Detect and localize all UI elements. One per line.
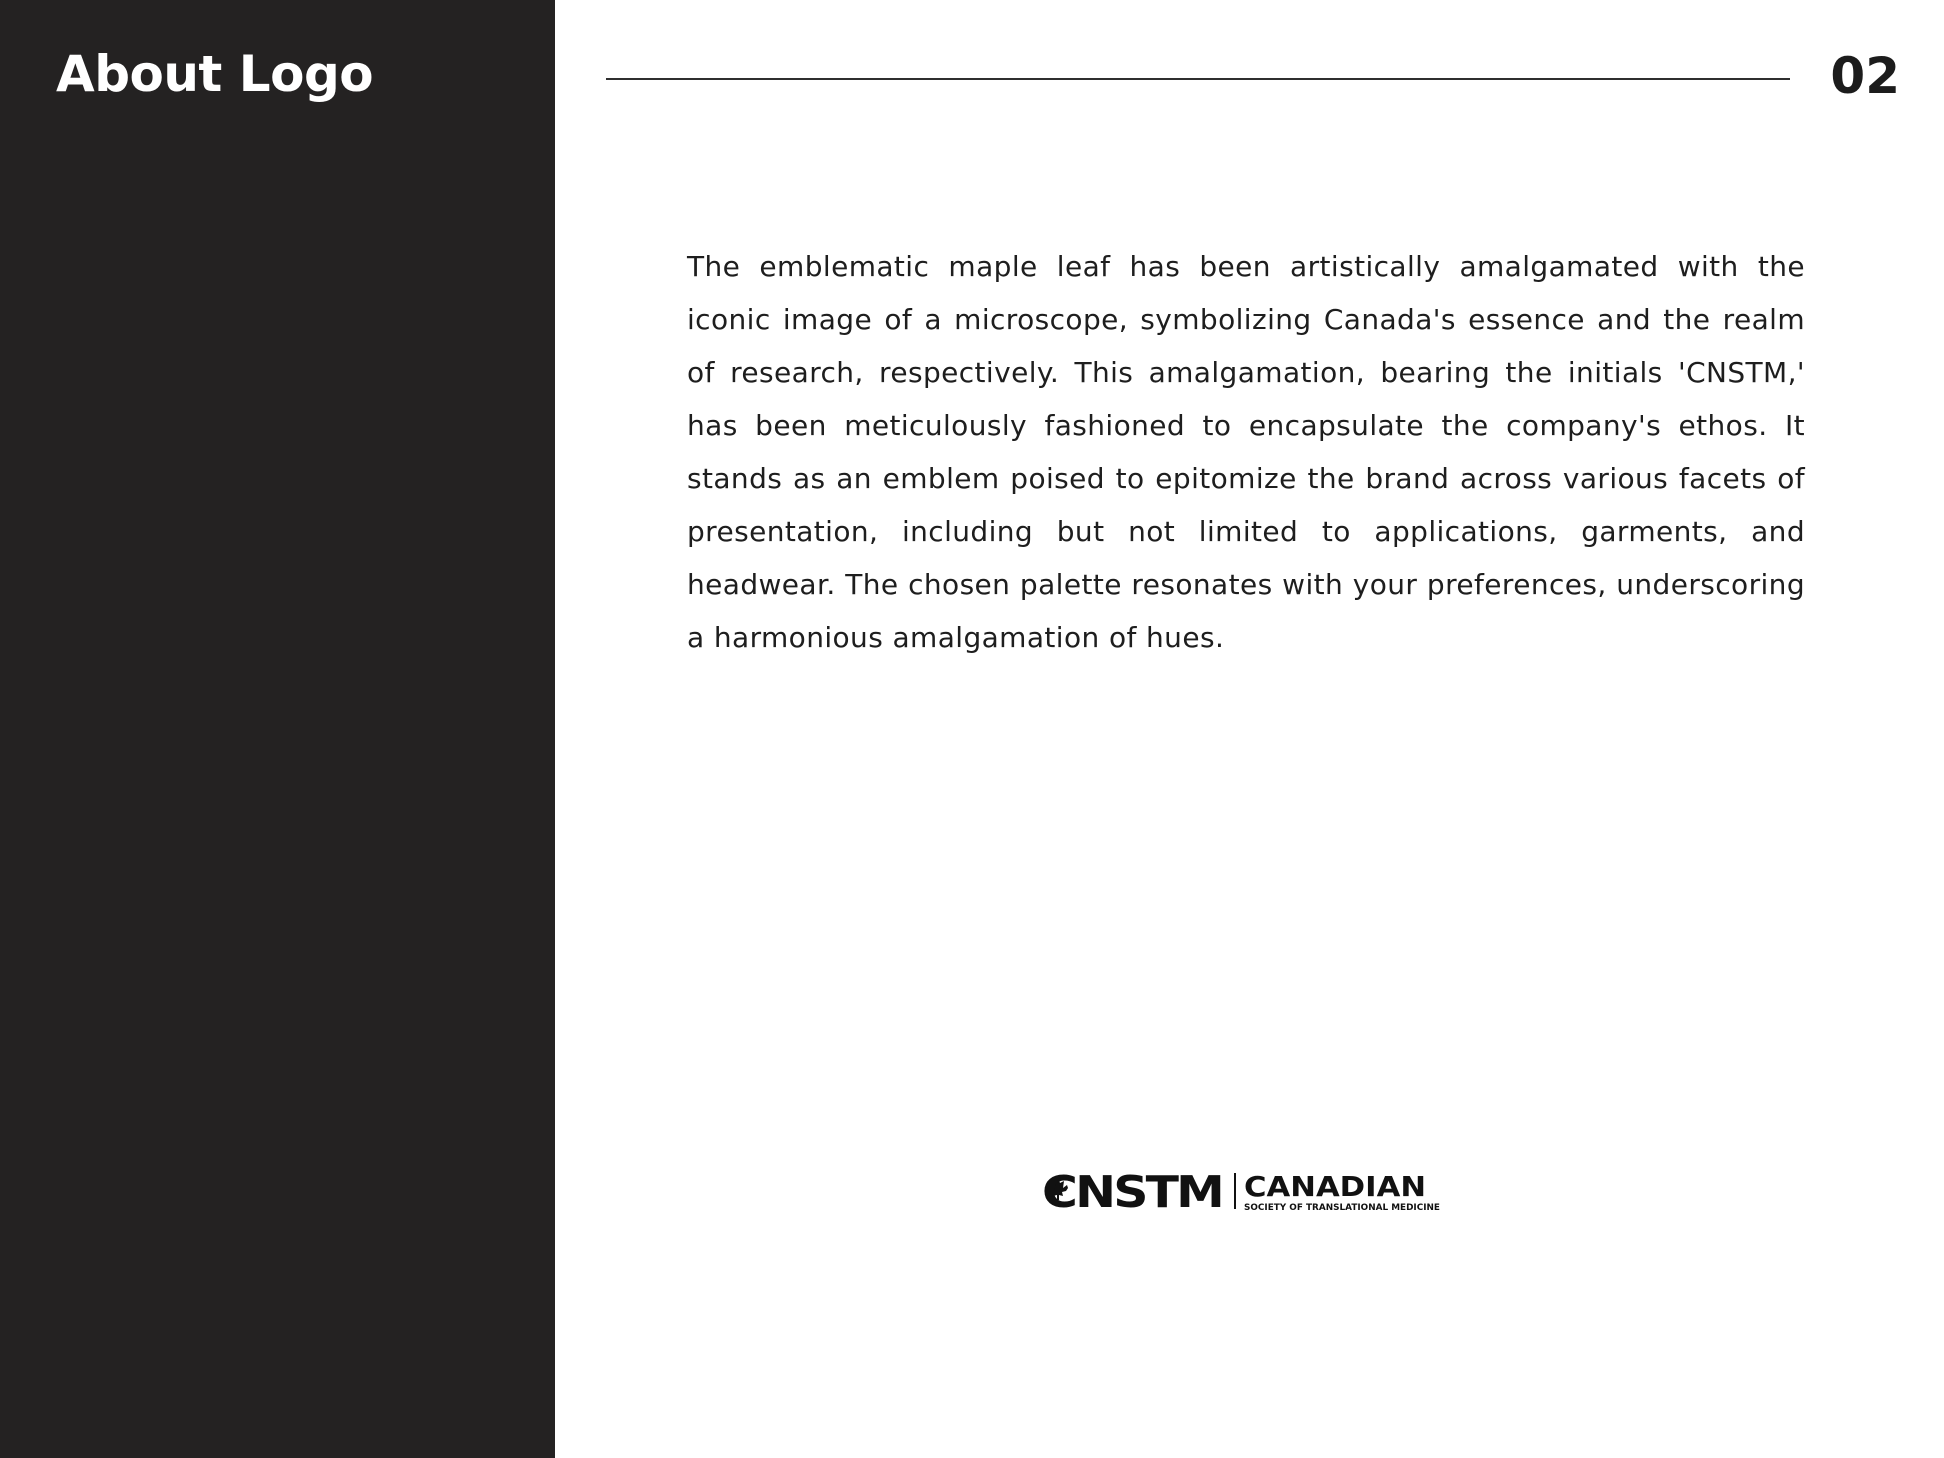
cnstm-logo	[1040, 1166, 1440, 1216]
logo-divider	[1234, 1173, 1236, 1209]
sidebar-panel	[0, 0, 555, 1458]
logo-description-paragraph: The emblematic maple leaf has been artistically amalgamated with the iconic image of a microscope, symbolizing Canada's essence and the realm of research, respectively. This amalgamation, bearing the initials 'CNSTM,' has been meticulously fashioned to encapsulate the company's ethos. It stands as an emblem poised to epitomize the brand across various facets of presentation, including but not limited to applications, garments, and headwear. The chosen palette resonates with your preferences, underscoring a harmonious amalgamation of hues.	[687, 250, 1805, 654]
page-title: About Logo	[56, 45, 374, 103]
page-number: 02	[1830, 47, 1900, 105]
logo-tagline: SOCIETY OF TRANSLATIONAL MEDICINE	[1244, 1203, 1440, 1213]
header-divider	[606, 78, 1790, 80]
logo-name: CANADIAN	[1244, 1170, 1426, 1203]
logo-wordmark: CNSTM	[1042, 1167, 1222, 1216]
